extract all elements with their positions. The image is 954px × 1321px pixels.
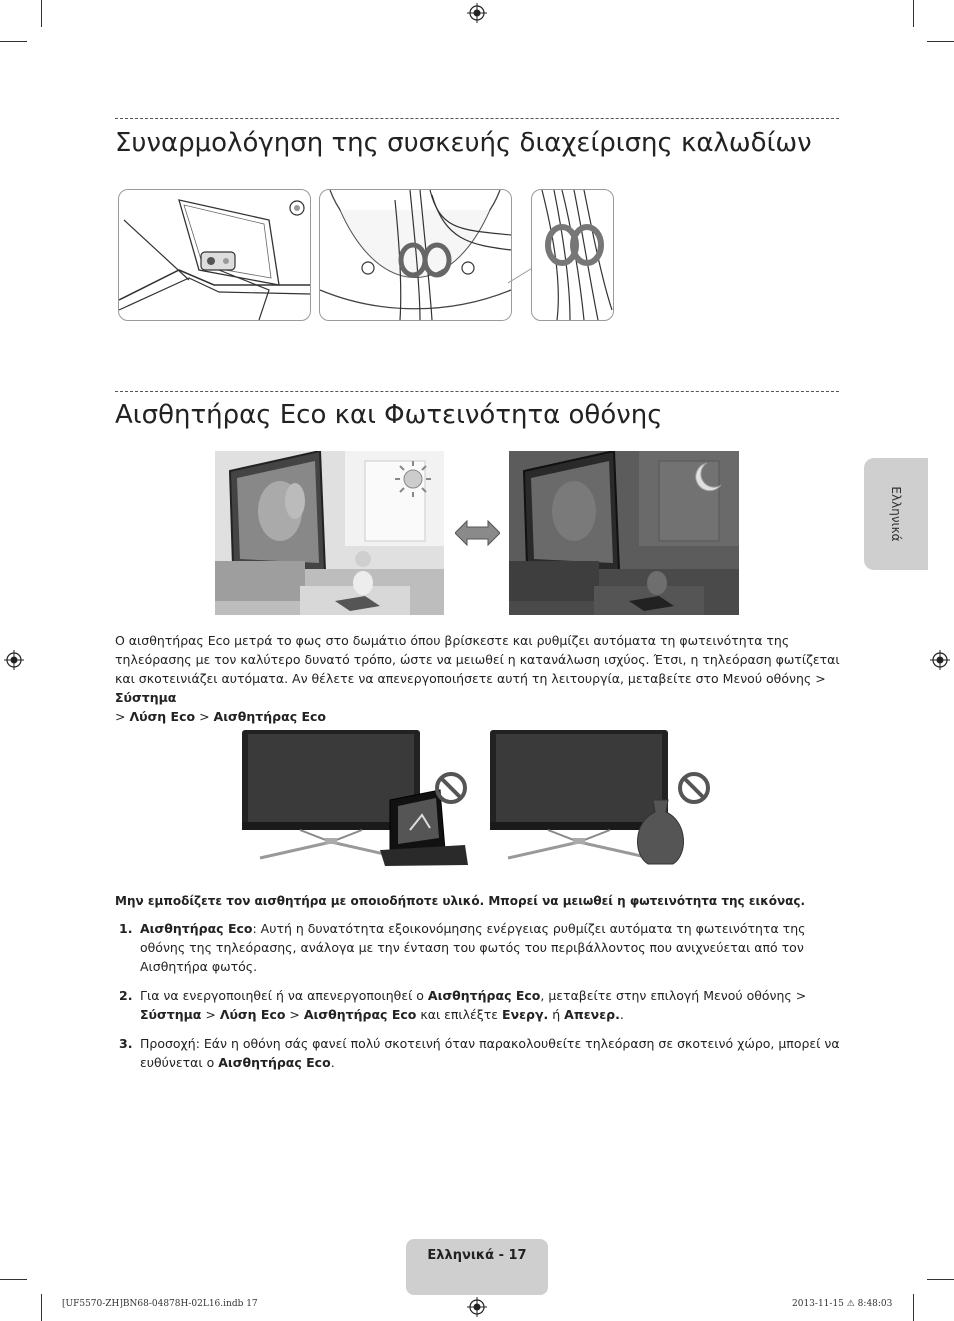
- term-eco-sensor: Αισθητήρας Eco: [427, 988, 541, 1003]
- list-number: 2.: [119, 988, 133, 1003]
- term-eco-sensor: Αισθητήρας Eco: [218, 1055, 331, 1070]
- item-text: , μεταβείτε στην επιλογή Μενού οθόνης >: [540, 988, 807, 1003]
- menu-path-eco-solution: Λύση Eco: [129, 709, 196, 724]
- language-side-tab: [864, 458, 928, 570]
- crop-mark: [927, 41, 954, 42]
- crop-mark: [927, 1279, 954, 1280]
- illustration-tv-blocked-by-frame: [240, 730, 470, 866]
- illustration-cable-clips-detail: [531, 189, 614, 321]
- section-divider: [115, 391, 839, 392]
- item-text: Για να ενεργοποιηθεί ή να απενεργοποιηθεί ο: [140, 988, 428, 1003]
- illustration-tv-blocked-by-vase: [488, 730, 718, 866]
- option-on: Ενεργ.: [502, 1007, 549, 1022]
- path-separator: >: [115, 709, 130, 724]
- language-side-tab-label: Ελληνικά: [889, 486, 903, 542]
- section-title-cable-manager: Συναρμολόγηση της συσκευής διαχείρισης καλωδίων: [115, 128, 812, 158]
- crop-mark: [913, 0, 914, 27]
- option-off: Απενερ.: [564, 1007, 620, 1022]
- footer-timestamp: 2013-11-15 ⚠ 8:48:03: [792, 1299, 893, 1309]
- crop-mark: [41, 0, 42, 27]
- list-number: 1.: [119, 921, 133, 936]
- crop-mark: [41, 1294, 42, 1321]
- path-separator: >: [285, 1007, 304, 1022]
- item-text: .: [619, 1007, 624, 1022]
- list-number: 3.: [119, 1036, 133, 1051]
- eco-sensor-intro: [115, 631, 840, 726]
- illustration-stand-bracket: [118, 189, 311, 321]
- item-text: Προσοχή: Εάν η οθόνη σάς φανεί πολύ σκοτεινή όταν παρακολουθείτε τηλεόραση σε σκοτεινό χώρο, μπορεί να ευθύνεται ο: [140, 1036, 840, 1070]
- registration-mark-icon: [4, 650, 24, 670]
- path-separator: >: [195, 709, 214, 724]
- menu-path-eco-solution: Λύση Eco: [219, 1007, 286, 1022]
- term-eco-sensor: Αισθητήρας Eco: [140, 921, 253, 936]
- path-separator: >: [201, 1007, 220, 1022]
- section-title-eco-sensor: Αισθητήρας Eco και Φωτεινότητα οθόνης: [115, 400, 663, 430]
- registration-mark-icon: [930, 650, 950, 670]
- item-text: : Αυτή η δυνατότητα εξοικονόμησης ενέργειας ρυθμίζει αυτόματα τη φωτεινότητα της οθόνης της τηλεόρασης, ανάλογα με την ένταση του φωτός του περιβάλλοντος που ανιχνεύεται από τον Αισθητήρα φωτός.: [140, 921, 806, 974]
- double-arrow-icon: [455, 519, 500, 547]
- crop-mark: [0, 1279, 27, 1280]
- warning-text: Μην εμποδίζετε τον αισθητήρα με οποιοδήποτε υλικό. Μπορεί να μειωθεί η φωτεινότητα της εικόνας.: [115, 894, 806, 908]
- section-divider: [115, 118, 839, 119]
- item-text: και επιλέξτε: [416, 1007, 503, 1022]
- illustration-cable-clips: [319, 189, 512, 321]
- item-text: ή: [548, 1007, 565, 1022]
- crop-mark: [0, 41, 27, 42]
- list-item: [115, 919, 840, 976]
- menu-path-eco-sensor: Αισθητήρας Eco: [303, 1007, 417, 1022]
- menu-path-system: Σύστημα: [140, 1007, 202, 1022]
- list-item: [115, 986, 840, 1024]
- menu-path-system: Σύστημα: [115, 690, 177, 705]
- photo-dark-room: [509, 451, 739, 615]
- registration-mark-icon: [467, 1297, 487, 1317]
- intro-text: Ο αισθητήρας Eco μετρά το φως στο δωμάτιο όπου βρίσκεστε και ρυθμίζει αυτόματα τη φωτεινότητα της τηλεόρασης με τον καλύτερο δυνατό τρόπο, ώστε να μειωθεί η κατανάλωση ισχύος. Έτσι, η τηλεόραση φωτίζεται και σκοτεινιάζει αυτόματα. Αν θέλετε να απενεργοποιήσετε αυτή τη λειτουργία, μεταβείτε στο Μενού οθόνης >: [115, 633, 840, 686]
- photo-bright-room: [215, 451, 444, 615]
- crop-mark: [913, 1294, 914, 1321]
- page-number: Ελληνικά - 17: [427, 1248, 527, 1263]
- item-text: .: [330, 1055, 335, 1070]
- registration-mark-icon: [467, 3, 487, 23]
- menu-path-eco-sensor: Αισθητήρας Eco: [213, 709, 326, 724]
- footer-filename: [UF5570-ZH]BN68-04878H-02L16.indb 17: [62, 1299, 258, 1309]
- page-number-badge: [406, 1239, 548, 1295]
- list-item: [115, 1034, 840, 1072]
